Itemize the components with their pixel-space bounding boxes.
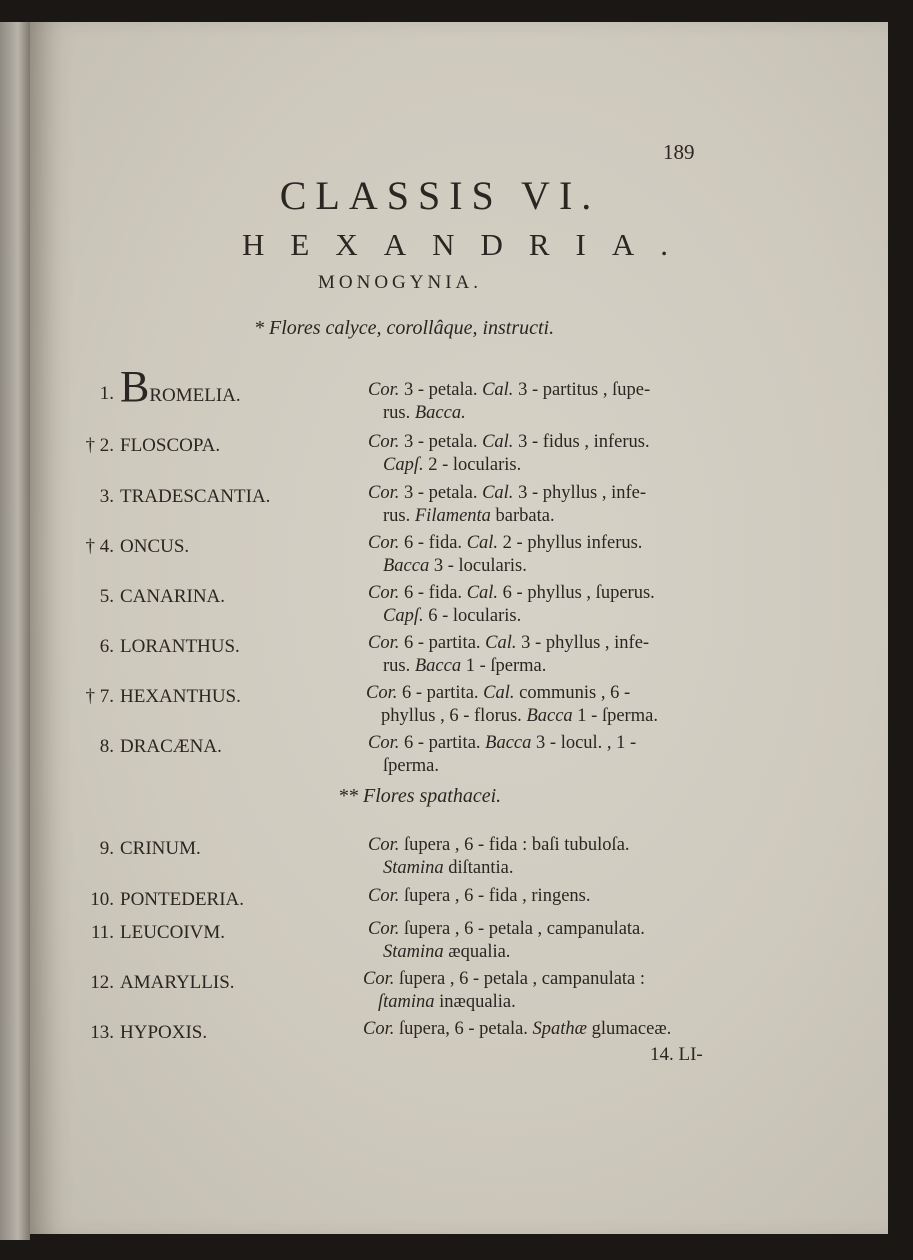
italic-term: Stamina — [383, 942, 444, 962]
italic-term: Cor. — [368, 533, 400, 553]
description-line-2 — [378, 991, 516, 1014]
italic-term: Cal. — [482, 483, 514, 503]
description-line-2 — [383, 755, 439, 778]
italic-term: Cor. — [368, 432, 400, 452]
description-line-1 — [368, 379, 650, 402]
entry-number — [24, 972, 114, 994]
italic-term: Cal. — [482, 380, 514, 400]
text-run: ſupera , 6 - fida : baſi tubuloſa. — [399, 835, 630, 855]
text-run: 6 - fida. — [399, 533, 467, 553]
dagger-mark: † — [85, 435, 100, 456]
italic-term: Bacca — [383, 556, 430, 576]
text-run: ſupera , 6 - petala , campanulata. — [399, 919, 645, 939]
description-line-1 — [368, 732, 636, 755]
description-line-1 — [368, 482, 646, 505]
text-run: diſtantia. — [443, 858, 514, 878]
italic-term: Cor. — [366, 683, 398, 703]
italic-term: Bacca — [526, 706, 573, 726]
text-run: barbata. — [490, 506, 555, 526]
genus-name: ONCUS. — [120, 536, 190, 557]
order-name: MONOGYNIA. — [318, 272, 483, 293]
class-name: HEXANDRIA. — [242, 227, 695, 262]
description-line-1 — [368, 431, 650, 454]
genus-name: HYPOXIS. — [120, 1022, 208, 1043]
dagger-mark: † — [85, 536, 100, 557]
left-page-edge — [0, 22, 30, 1240]
entry-number-text: 3. — [99, 486, 114, 507]
section-heading-2: ** Flores spathacei. — [338, 785, 502, 807]
text-run: 3 - fidus , inferus. — [513, 432, 650, 452]
text-run: rus. — [383, 403, 415, 423]
entry-number — [24, 383, 114, 405]
text-run: 3 - locularis. — [429, 556, 527, 576]
italic-term: Spathæ — [532, 1019, 588, 1039]
genus-name: LEUCOIVM. — [120, 922, 226, 943]
italic-term: Cor. — [363, 1019, 395, 1039]
italic-term: Bacca — [485, 733, 532, 753]
genus-name: AMARYLLIS. — [120, 972, 235, 993]
italic-term: Cor. — [368, 835, 400, 855]
entry-number — [24, 435, 114, 457]
italic-term: Cal. — [466, 583, 499, 603]
genus-name: HEXANTHUS. — [120, 686, 241, 707]
genus-name-rest: ROMELIA. — [149, 385, 241, 406]
description-line-2 — [381, 705, 658, 728]
entry-number — [24, 889, 114, 911]
text-run: 6 - partita. — [399, 733, 486, 753]
description-line-1 — [366, 682, 630, 705]
genus-name: CANARINA. — [120, 586, 226, 607]
genus-name: FLOSCOPA. — [120, 435, 221, 456]
entry-number-text: 10. — [90, 889, 114, 910]
text-run: 3 - locul. , 1 - — [531, 733, 637, 753]
italic-term: Cal. — [483, 683, 515, 703]
italic-term: Cor. — [368, 583, 400, 603]
italic-term: Cal. — [485, 633, 517, 653]
entry-number — [24, 922, 114, 944]
italic-term: Cor. — [363, 969, 395, 989]
text-run: 3 - petala. — [399, 483, 483, 503]
description-line-1 — [368, 834, 630, 857]
entry-number-text: 7. — [99, 686, 114, 707]
entry-number-text: 11. — [90, 922, 114, 943]
italic-term: Cal. — [466, 533, 499, 553]
italic-term: Cor. — [368, 633, 400, 653]
entry-number-text: 1. — [99, 383, 114, 404]
text-run: 6 - partita. — [397, 683, 484, 703]
entry-number-text: 9. — [99, 838, 114, 859]
entry-number — [24, 1022, 114, 1044]
genus-name: CRINUM. — [120, 838, 201, 859]
text-run: 6 - fida. — [399, 583, 467, 603]
description-line-1 — [363, 968, 645, 991]
description-line-2 — [383, 857, 514, 880]
catchword: 14. LI- — [650, 1044, 703, 1065]
text-run: rus. — [383, 656, 415, 676]
italic-term: Cor. — [368, 733, 400, 753]
description-line-1 — [368, 918, 645, 941]
drop-cap: B — [120, 362, 150, 411]
text-run: ſupera , 6 - fida , ringens. — [399, 886, 591, 906]
text-run: 6 - partita. — [399, 633, 486, 653]
italic-term: Capſ. — [383, 606, 424, 626]
text-run: 3 - phyllus , infe- — [513, 483, 646, 503]
section-heading-1: * Flores calyce, corollâque, instructi. — [254, 317, 555, 339]
description-line-2 — [383, 555, 527, 578]
description-line-1 — [368, 632, 649, 655]
entry-number-text: 13. — [90, 1022, 114, 1043]
description-line-2 — [383, 505, 555, 528]
entry-number-text: 8. — [99, 736, 114, 757]
page-number: 189 — [663, 140, 695, 164]
italic-term: Cal. — [482, 432, 514, 452]
italic-term: ſtamina — [378, 992, 435, 1012]
text-run: communis , 6 - — [514, 683, 631, 703]
italic-term: Bacca — [414, 656, 462, 676]
entry-number — [24, 586, 114, 608]
italic-term: Stamina — [383, 858, 444, 878]
text-run: glumaceæ. — [587, 1019, 672, 1039]
entry-number-text: 12. — [90, 972, 114, 993]
class-title: CLASSIS VI. — [279, 173, 601, 218]
description-line-2 — [383, 454, 521, 477]
entry-number — [24, 686, 114, 708]
description-line-1 — [368, 532, 642, 555]
genus-name: PONTEDERIA. — [120, 889, 245, 910]
description-line-1 — [363, 1018, 671, 1041]
description-line-2 — [383, 941, 510, 964]
description-line-2 — [383, 655, 546, 678]
entry-number-text: 5. — [99, 586, 114, 607]
text-run: 6 - locularis. — [423, 606, 522, 626]
entry-number-text: 6. — [99, 636, 114, 657]
entry-number — [24, 838, 114, 860]
text-run: 3 - petala. — [399, 380, 483, 400]
text-run: 2 - locularis. — [423, 455, 522, 475]
description-line-1 — [368, 885, 590, 908]
italic-term: Cor. — [368, 483, 400, 503]
italic-term: Capſ. — [383, 455, 424, 475]
entry-number — [24, 486, 114, 508]
text-run: 3 - petala. — [399, 432, 483, 452]
entry-number-text: 2. — [99, 435, 114, 456]
text-run: inæqualia. — [434, 992, 516, 1012]
text-run: 3 - phyllus , infe- — [516, 633, 650, 653]
description-line-1 — [368, 582, 655, 605]
text-run: 1 - ſperma. — [461, 656, 547, 676]
text-run: 3 - partitus , ſupe- — [513, 380, 651, 400]
entry-number — [24, 736, 114, 758]
entry-number — [24, 636, 114, 658]
text-run: ſupera , 6 - petala , campanulata : — [394, 969, 646, 989]
genus-name: DRACÆNA. — [120, 736, 222, 757]
genus-name: TRADESCANTIA. — [120, 486, 271, 507]
italic-term: Cor. — [368, 919, 400, 939]
entry-number-text: 4. — [99, 536, 114, 557]
entry-number — [24, 536, 114, 558]
text-run: phyllus , 6 - florus. — [381, 706, 527, 726]
text-run: 6 - phyllus , ſuperus. — [498, 583, 655, 603]
italic-term: Cor. — [368, 886, 400, 906]
text-run: ſupera, 6 - petala. — [394, 1019, 533, 1039]
italic-term: Filamenta — [414, 506, 491, 526]
book-page — [30, 22, 888, 1234]
italic-term: Cor. — [368, 380, 400, 400]
dagger-mark: † — [85, 686, 100, 707]
text-run: rus. — [383, 506, 415, 526]
text-run: 2 - phyllus inferus. — [498, 533, 643, 553]
genus-name — [120, 362, 241, 411]
description-line-2 — [383, 402, 466, 425]
text-run: æqualia. — [443, 942, 511, 962]
genus-name: LORANTHUS. — [120, 636, 240, 657]
italic-term: Bacca. — [414, 403, 466, 423]
text-run: ſperma. — [383, 756, 439, 776]
description-line-2 — [383, 605, 521, 628]
text-run: 1 - ſperma. — [572, 706, 658, 726]
